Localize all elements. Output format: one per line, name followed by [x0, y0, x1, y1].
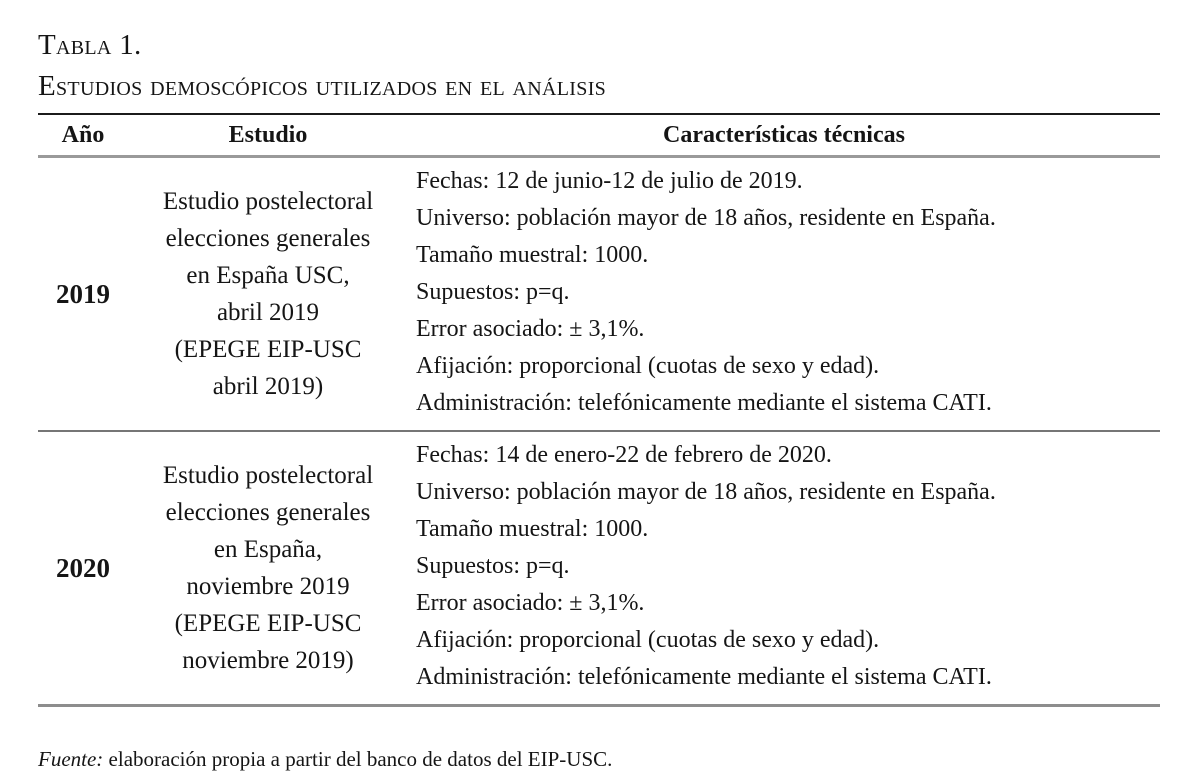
study-line: elecciones generales — [165, 225, 371, 252]
study-name — [128, 431, 408, 706]
study-line: (EPEGE EIP-USC — [174, 336, 362, 363]
characteristic-item: Supuestos: p=q. — [416, 279, 570, 305]
study-line: elecciones generales — [165, 499, 371, 526]
characteristic-item: Fechas: 12 de junio-12 de julio de 2019. — [416, 168, 803, 194]
table-caption: Estudios demoscópicos utilizados en el análisis — [38, 70, 607, 102]
table-row-2019 — [38, 157, 1160, 432]
study-line: en España USC, — [186, 262, 350, 289]
study-line: en España, — [213, 536, 323, 563]
study-line: noviembre 2019 — [186, 573, 350, 600]
source-label: Fuente: — [38, 747, 104, 771]
table-row-2020 — [38, 431, 1160, 706]
characteristic-item: Afijación: proporcional (cuotas de sexo y edad). — [416, 627, 880, 653]
technical-characteristics — [408, 157, 1160, 432]
characteristic-item: Universo: población mayor de 18 años, residente en España. — [416, 205, 996, 231]
characteristic-item: Tamaño muestral: 1000. — [416, 516, 649, 542]
table-number-title: Tabla 1. — [38, 29, 142, 61]
study-line: noviembre 2019) — [182, 647, 354, 674]
characteristic-item: Fechas: 14 de enero-22 de febrero de 2020. — [416, 442, 832, 468]
study-line: (EPEGE EIP-USC — [174, 610, 362, 637]
characteristic-item: Universo: población mayor de 18 años, residente en España. — [416, 479, 996, 505]
column-header-characteristics: Características técnicas — [408, 114, 1160, 157]
characteristic-item: Administración: telefónicamente mediante el sistema CATI. — [416, 664, 992, 690]
study-line: Estudio postelectoral — [162, 462, 374, 489]
characteristic-item: Error asociado: ± 3,1%. — [416, 316, 645, 342]
column-header-year: Año — [38, 114, 128, 157]
studies-table — [38, 113, 1160, 707]
characteristic-item: Administración: telefónicamente mediante el sistema CATI. — [416, 390, 992, 416]
source-text: elaboración propia a partir del banco de datos del EIP-USC. — [103, 747, 613, 771]
study-name — [128, 157, 408, 432]
characteristic-item: Tamaño muestral: 1000. — [416, 242, 649, 268]
year-value: 2019 — [56, 278, 110, 309]
study-line: Estudio postelectoral — [162, 188, 374, 215]
characteristic-item: Afijación: proporcional (cuotas de sexo y edad). — [416, 353, 880, 379]
year-value: 2020 — [38, 431, 128, 706]
technical-characteristics — [408, 431, 1160, 706]
table-header — [38, 114, 1160, 157]
study-line: abril 2019 — [216, 299, 320, 326]
characteristic-item: Supuestos: p=q. — [416, 553, 570, 579]
characteristic-item: Error asociado: ± 3,1%. — [416, 590, 645, 616]
study-line: abril 2019) — [212, 373, 324, 400]
column-header-study: Estudio — [128, 114, 408, 157]
